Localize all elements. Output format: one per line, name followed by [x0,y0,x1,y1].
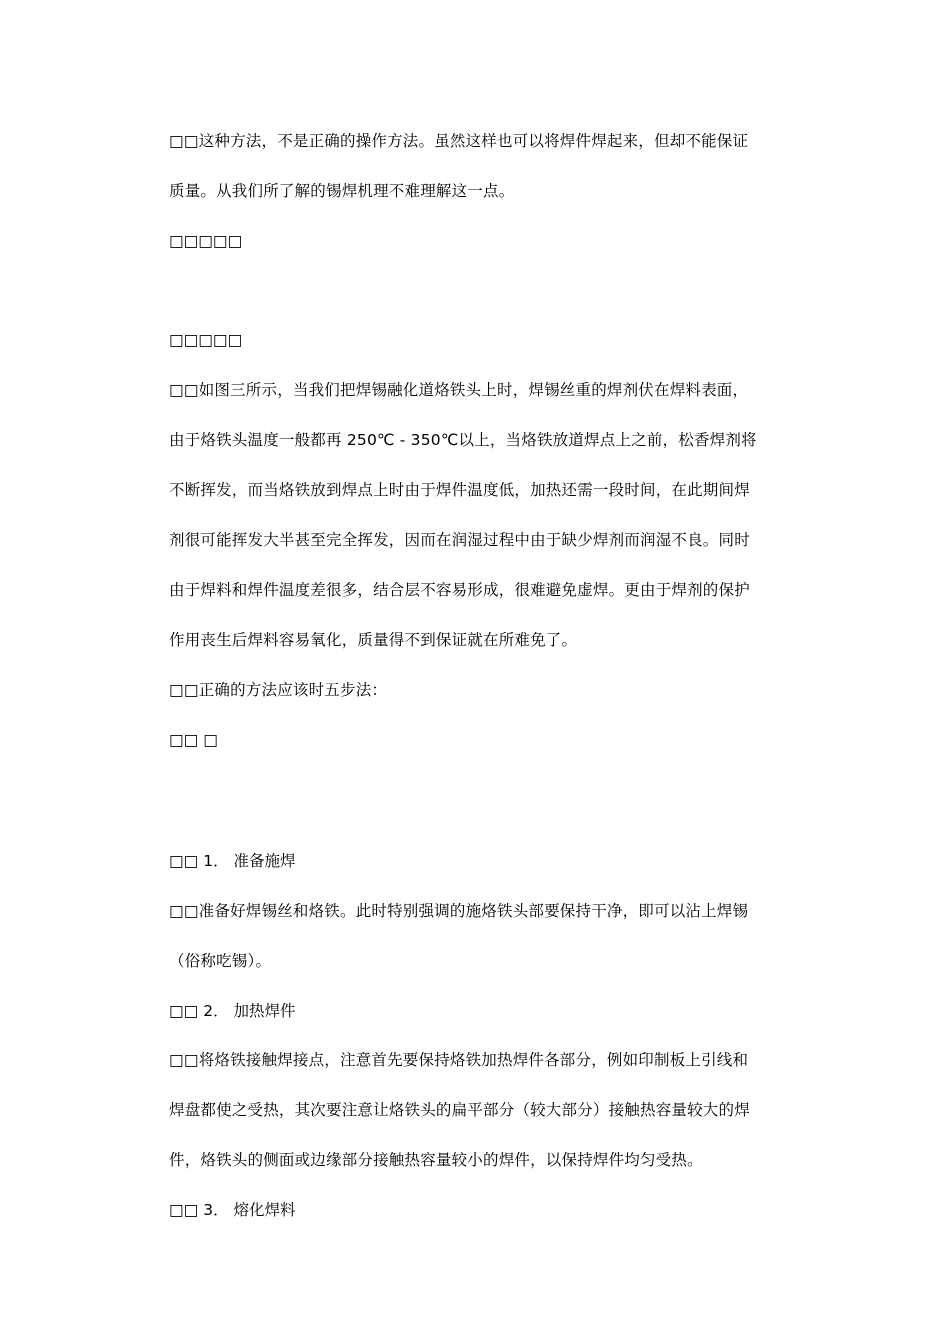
step-heading: □□ 1． 准备施焊 [169,852,296,870]
section-placeholder: □□ □ [169,731,218,749]
step-heading: □□ 3． 熔化焊料 [169,1201,296,1219]
section-placeholder: □□□□□ [169,331,243,349]
section-placeholder: □□□□□ [169,232,243,250]
paragraph-line: （俗称吃锡）。 [169,952,272,970]
paragraph-line: 焊盘都使之受热，其次要注意让烙铁头的扁平部分（较大部分）接触热容量较大的焊 [169,1101,750,1119]
paragraph-line: 作用丧生后焊料容易氧化，质量得不到保证就在所难免了。 [169,631,578,649]
paragraph-line: □□这种方法，不是正确的操作方法。虽然这样也可以将焊件焊起来，但却不能保证 [169,132,749,150]
paragraph-line: □□将烙铁接触焊接点，注意首先要保持烙铁加热焊件各部分，例如印制板上引线和 [169,1051,749,1069]
step-heading: □□ 2． 加热焊件 [169,1002,296,1020]
paragraph-line: 由于烙铁头温度一般都再 250℃ - 350℃以上，当烙铁放道焊点上之前，松香焊剂将 [169,431,757,449]
paragraph-line: 由于焊料和焊件温度差很多，结合层不容易形成，很难避免虚焊。更由于焊剂的保护 [169,581,750,599]
paragraph-line: 剂很可能挥发大半甚至完全挥发，因而在润湿过程中由于缺少焊剂而润湿不良。同时 [169,531,750,549]
paragraph-line: □□如图三所示，当我们把焊锡融化道烙铁头上时，焊锡丝重的焊剂伏在焊料表面， [169,381,749,399]
paragraph-line: □□正确的方法应该时五步法： [169,681,388,699]
paragraph-line: 件，烙铁头的侧面或边缘部分接触热容量较小的焊件，以保持焊件均匀受热。 [169,1151,703,1169]
paragraph-line: 质量。从我们所了解的锡焊机理不难理解这一点。 [169,182,515,200]
paragraph-line: 不断挥发，而当烙铁放到焊点上时由于焊件温度低，加热还需一段时间，在此期间焊 [169,481,750,499]
paragraph-line: □□准备好焊锡丝和烙铁。此时特别强调的施烙铁头部要保持干净，即可以沾上焊锡 [169,902,749,920]
